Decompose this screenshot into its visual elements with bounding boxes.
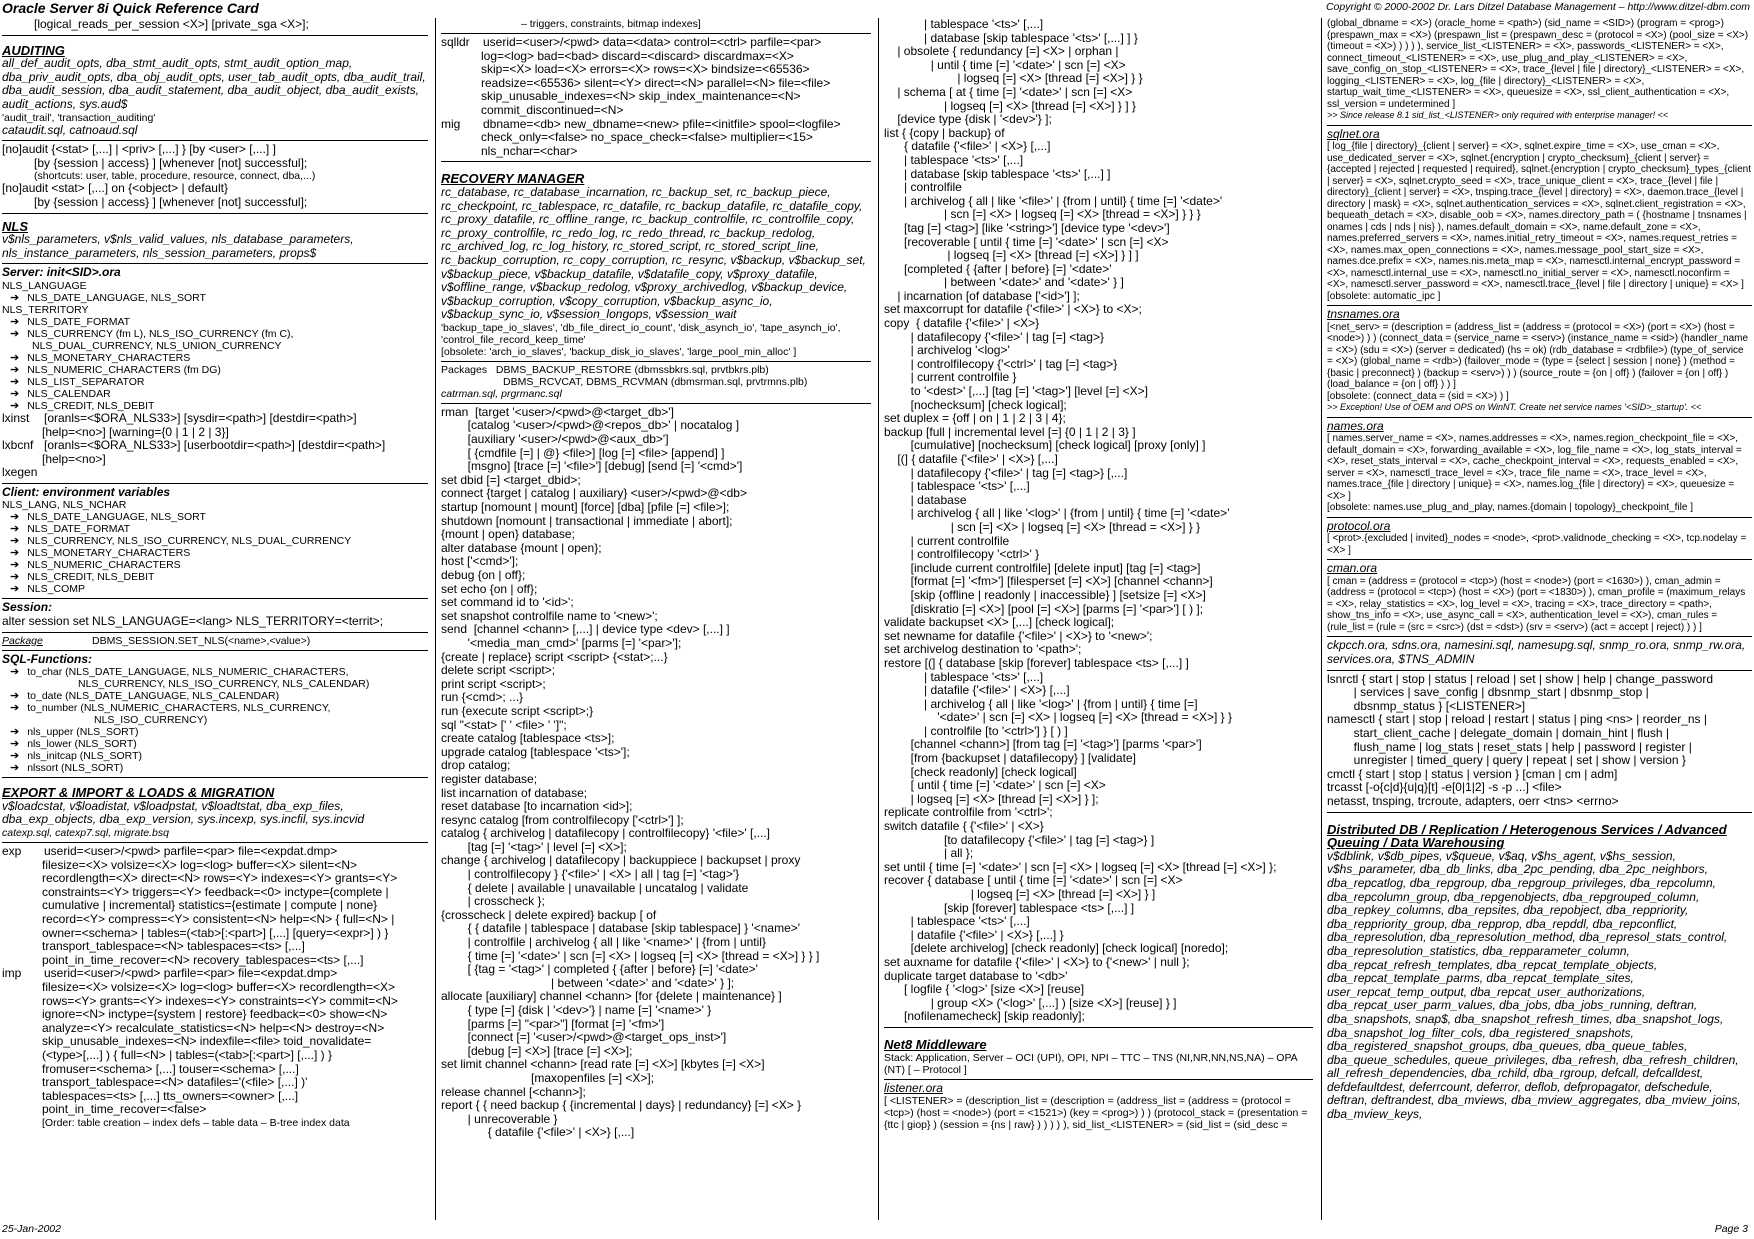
command-line: | logseq [=] <X> [thread [=] <X>] } ] ]	[884, 248, 1139, 263]
param-item: ➔ NLS_CALENDAR	[2, 388, 428, 400]
command-line: | between '<date>' and '<date>' } ]	[884, 275, 1124, 290]
command-text: [oranls=<$ORA_NLS33>] [userbootdir=<path>] [destdir=<path>]	[44, 438, 386, 453]
command-text: fromuser=<schema> [,...] touser=<schema> [,...]	[42, 1061, 299, 1076]
rman-commands	[441, 403, 871, 1140]
exp-imp-syntax: exp userid=<user>/<pwd> parfile=<par> file=<expdat.dmp> filesize=<X> volsize=<X> log=<log> buffer=<X> silent=<N> recordlength=<X> direct=<N> rows=<Y> indexes=<Y> grants=<Y> constraints=<Y> triggers=<Y> feedback=<0> inctype={complete | cumulative | incremental} statistics={estimate | compute | none} record=<Y> compress=<Y> consistent=<N> help=<N> { full=<N> | owner=<schema> | tables=(<tab>[:<part>] [,...] [query=<expr>] ) } transport_tablespace=<N> tablespaces=<ts> [,...] point_in_time_recover=<N> recovery_tablespaces=<ts> [,...] imp userid=<user>/<pwd> parfile=<par> file=<expdat.dmp> filesize=<X> volsize=<X> log=<log> buffer=<X> recordlength=<X> rows=<Y> grants=<Y> indexes=<Y> constraints=<Y> commit=<N> ignore=<N> inctype={system | restore} feedback=<0> show=<N> analyze=<Y> recalculate_statistics=<N> help=<N> destroy=<N> skip_unusable_indexes=<N> indexfile=<file> toid_novalidate= (<type>[,...] ) { full=<N> | tables=(<tab>[:<part>] [,...] ) } fromuser=<schema> [,...] touser=<schema> [,...] transport_tablespace=<N> datafiles='(<file> [,...] )' tablespaces=<ts> [,...] tts_owners=<owner> [,...] point_in_time_recover=<false> [Order: table creation – index defs – table data – B-tree index data	[2, 842, 428, 1129]
view-list: v$loadcstat, v$loadistat, v$loadpstat, v$loadtstat, dba_exp_files, dba_exp_objects, dba_exp_version, sys.incexp, sys.incfil, sys.incvid	[2, 798, 365, 827]
column-divider	[878, 18, 879, 1220]
command-line: [nochecksum] [check logical];	[884, 397, 1067, 412]
syntax-line: [no]audit {<stat> [,...] | <priv> [,...] } [by <user> [,...] ]	[2, 142, 276, 157]
command-line: [from {backupset | datafilecopy} ] [validate]	[884, 751, 1136, 766]
command-line: [delete archivelog] [check readonly] [check logical] [noredo];	[884, 941, 1229, 956]
section-title: AUDITING	[2, 42, 65, 58]
command-line: unregister | timed_query | query | repeat | set | show | version }	[1327, 753, 1686, 768]
auditing-section	[2, 35, 428, 138]
function-item: ➔ nls_initcap (NLS_SORT)	[2, 750, 428, 762]
command-line: [ until { time [=] '<date>' | scn [=] <X>	[884, 778, 1106, 793]
command-line: {mount | open} database;	[441, 527, 575, 542]
view-list: v$nls_parameters, v$nls_valid_values, nls_database_parameters, nls_instance_parameters, nls_session_parameters, props$	[2, 232, 354, 260]
command-line: flush_name | log_stats | reset_stats | help | password | register |	[1327, 739, 1692, 754]
section-title: NLS	[2, 218, 28, 234]
param-item: ➔ NLS_MONETARY_CHARACTERS	[2, 352, 428, 364]
command-line: | tablespace '<ts>' [,...]	[884, 914, 1030, 929]
command-line: | tablespace '<ts>' [,...]	[884, 152, 1024, 167]
command-line: [skip [forever] tablespace <ts> [,...] ]	[884, 900, 1135, 915]
param-name: NLS_LANGUAGE	[2, 279, 87, 292]
command-line: [tag [=] '<tag>' | level [=] <X>];	[441, 839, 627, 854]
command-line: [debug [=] <X>] [trace [=] <X>];	[441, 1043, 633, 1058]
file-title: tnsnames.ora	[1327, 307, 1400, 322]
command-line: [to datafilecopy {'<file>' | tag [=] <tag>} ]	[884, 832, 1155, 847]
syntax-line: [no]audit <stat> [,...] on {<object> | default}	[2, 181, 228, 196]
file-syntax: [ <LISTENER> = (description_list = (description = (address_list = (address = (protocol = <tcp>) (host = <node>) (port = <1521>) (key = <prog>) ) ) (protocol_stack = (presentation = {ttc | giop} ) (session = {ns | raw} ) ) ) ) ), sid_list_<LISTENER> = (sid_list = (sid_desc =	[884, 1095, 1308, 1132]
command-text: nls_nchar=<char>	[481, 143, 578, 158]
command-line: '<date>' | scn [=] <X> | logseq [=] <X> [thread = <X>] } }	[884, 710, 1233, 725]
command-line: cmctl { start | stop | status | version } [cman | cm | adm]	[1327, 766, 1618, 781]
function-item: ➔ nls_lower (NLS_SORT)	[2, 738, 428, 750]
command-line: list incarnation of database;	[441, 785, 588, 800]
command-line: release channel [<chann>];	[441, 1084, 586, 1099]
column-divider	[1321, 18, 1322, 1220]
command-line: debug {on | off};	[441, 568, 526, 582]
command-line: replicate controlfile from '<ctrl>';	[884, 805, 1053, 820]
command-text: constraints=<Y> triggers=<Y> feedback=<0> inctype={complete |	[42, 884, 389, 899]
command-text: point_in_time_recover=<N> recovery_tablespaces=<ts> [,...]	[42, 952, 364, 967]
file-title: cman.ora	[1327, 561, 1378, 576]
nls-package	[2, 632, 428, 647]
command-line: [parms [=] "<par>"] [format [=] '<fm>']	[441, 1016, 665, 1031]
nls-sql-functions	[2, 650, 428, 775]
command-line: | controlfilecopy {'<ctrl>' | tag [=] <tag>}	[884, 356, 1118, 371]
command-text: readsize=<65536> silent=<Y> direct=<N> parallel=<N> file=<file>	[481, 75, 831, 90]
command-line: { datafile {'<file>' | <X>} [,...]	[884, 139, 1051, 154]
command-line: | schema [ at { time [=] '<date>' | scn [=] <X>	[884, 84, 1133, 99]
command-line: [cumulative] [nochecksum] [check logical] [proxy [only] ]	[884, 438, 1206, 453]
page-number: Page 3	[1714, 1223, 1748, 1235]
command-line: validate backupset <X> [,...] [check logical];	[884, 615, 1115, 630]
command-line: | obsolete { redundancy [=] <X> | orphan |	[884, 44, 1119, 59]
command-line: catalog { archivelog | datafilecopy | controlfilecopy} '<file>' [,...]	[441, 826, 771, 841]
command-line: run {<cmd>; ...}	[441, 690, 524, 705]
command-line: | datafile {'<file>' | <X>} [,...] }	[884, 927, 1064, 942]
param-item: ➔ NLS_DATE_FORMAT	[2, 316, 428, 328]
net8-section	[884, 1027, 1313, 1076]
command-line: [ {cmdfile [=] | @} <file>] [log [=] <file> [append] ]	[441, 445, 725, 460]
command-text: log=<log> bad=<bad> discard=<discard> discardmax=<X>	[481, 48, 794, 63]
view-list: all_def_audit_opts, dba_stmt_audit_opts, stmt_audit_option_map, dba_priv_audit_opts, dba_obj_audit_opts, user_tab_audit_opts, dba_audit_trail, dba_audit_session, dba_audit_statement, dba_audit_object, dba_audit_exists, audit_actions, sys.aud$	[2, 56, 426, 111]
command-text: [help=<no>]	[42, 451, 106, 466]
command-line: | logseq [=] <X> [thread [=] <X>] } }	[884, 71, 1143, 86]
command-line: { { datafile | tablespace | database [skip tablespace] } '<name>'	[441, 921, 801, 936]
command-line: | logseq [=] <X> [thread [=] <X>] } ];	[884, 791, 1099, 806]
command-line: start_client_cache | delegate_domain | domain_hint | flush |	[1327, 726, 1669, 741]
note: >> Exception! Use of OEM and OPS on WinNT. Create net service names '<SID>_startup'. <<	[1327, 402, 1702, 413]
file-syntax: [ <prot>.{excluded | invited}_nodes = <node>, <prot>.validnode_checking = <X>, tcp.nodelay = <X> ]	[1327, 533, 1747, 556]
file-title: sqlnet.ora	[1327, 126, 1380, 141]
command-text: (<type>[,...] ) { full=<N> | tables=(<tab>[:<part>] [,...] ) }	[42, 1047, 332, 1062]
command-line: print script <script>;	[441, 676, 546, 691]
package-value: DBMS_SESSION.SET_NLS(<name>,<value>)	[92, 634, 311, 647]
package-line: DBMS_RCVCAT, DBMS_RCVMAN (dbmsrman.sql, prvtrmns.plb)	[503, 375, 808, 388]
command-line: send [channel <chann> [,...] | device type <dev> [,...] ]	[441, 622, 730, 637]
nls-client	[2, 483, 428, 596]
command-line: change { archivelog | datafilecopy | backuppiece | backupset | proxy	[441, 853, 801, 868]
param-item: ➔ NLS_DATE_FORMAT	[2, 523, 428, 535]
command-line: netasst, tnsping, trcroute, adapters, oerr <tns> <errno>	[1327, 794, 1619, 808]
export-section	[2, 777, 428, 839]
listener-section	[884, 1079, 1313, 1132]
cman-section	[1327, 559, 1752, 633]
command-text: cumulative | incremental} statistics={estimate | compute | none}	[42, 898, 378, 913]
command-text: owner=<schema> | tables=(<tab>[:<part>] [,...] [query=<expr>] ) }	[42, 925, 389, 940]
column-4	[1327, 18, 1752, 1220]
note: >> Since release 8.1 sid_list_<LISTENER> only required with enterprise manager! <<	[1327, 110, 1669, 120]
column-1	[2, 18, 428, 1220]
command-line: [maxopenfiles [=] <X>];	[441, 1070, 655, 1085]
command-line: namesctl { start | stop | reload | restart | status | ping <ns> | reorder_ns |	[1327, 712, 1707, 727]
file-syntax: [ names.server_name = <X>, names.addresses = <X>, names.region_checkpoint_file = <X>, default_domain = <X>, forwarding_available = <X>, log_file_name = <X>, log_stats_interval = <X>, reset_stats_interval = <X>, cache_checkpoint_interval = <X>, requests_enabled = <X>, server = <X>, namesctl_trace_level = <X>, trace_file_name = <X>, trace_level = <X>, names.trace_{file | directory | unique} = <X>, names.log_{file | directory} = <X>, queuesize = <X> ]	[1327, 433, 1742, 502]
command-line: run {execute script <script>;}	[441, 703, 594, 718]
command-line: | database	[884, 492, 967, 507]
obsolete-list: [obsolete: (connect_data = (sid = <X>) ) ]	[1327, 390, 1509, 402]
command-line: set duplex = {off | on | 1 | 2 | 3 | 4};	[884, 411, 1066, 426]
param-list: 'backup_tape_io_slaves', 'db_file_direct_io_count', 'disk_asynch_io', 'tape_asynch_io', 'control_file_record_keep_time'	[441, 321, 841, 346]
command-line: [diskratio [=] <X>] [pool [=] <X>] [parms [=] '<par>'] [ ) ];	[884, 601, 1204, 616]
command-line: connect {target | catalog | auxiliary} <user>/<pwd>@<db>	[441, 486, 747, 501]
command-text: userid=<user>/<pwd> parfile=<par> file=<expdat.dmp>	[44, 966, 338, 981]
command-line: reset database [to incarnation <id>];	[441, 799, 633, 814]
command-text: transport_tablespace=<N> tablespaces=<ts> [,...]	[42, 939, 305, 954]
syntax-line: [by {session | access} ] [whenever [not] successful];	[34, 155, 308, 170]
section-title: EXPORT & IMPORT & LOADS & MIGRATION	[2, 785, 275, 801]
command-line: [catalog '<user>/<pwd>@<repos_db>' | nocatalog ]	[441, 418, 740, 433]
command-line: | services | save_config | dbsnmp_start | dbsnmp_stop |	[1327, 685, 1649, 700]
subsection-title: Server: init<SID>.ora	[2, 265, 121, 280]
command-text: [help=<no>] [warning={0 | 1 | 2 | 3}]	[42, 424, 229, 439]
command-line: | logseq [=] <X> [thread [=] <X>] } ] }	[884, 98, 1136, 113]
command-line: [msgno] [trace [=] '<file>'] [debug] [send [=] '<cmd>']	[441, 459, 743, 474]
command-line: | controlfile	[884, 180, 962, 195]
command-line: [completed { {after | before} [=] '<date>'	[884, 261, 1112, 276]
command-line: | current controlfile	[884, 533, 1010, 548]
obsolete-list: [obsolete: names.use_plug_and_play, names.{domain | topology}_checkpoint_file ]	[1327, 502, 1693, 514]
command-line: | tablespace '<ts>' [,...]	[884, 18, 1044, 31]
command-line: [channel <chann>] [from tag [=] '<tag>'] [parms '<par>']	[884, 737, 1202, 752]
param-item: ➔ NLS_DATE_LANGUAGE, NLS_SORT	[2, 511, 428, 523]
command-line: | tablespace '<ts>' [,...]	[884, 669, 1044, 684]
command-line: [nofilenamecheck] [skip readonly];	[884, 1009, 1085, 1024]
command-line: resync catalog [from controlfilecopy ['<ctrl>'] ];	[441, 812, 684, 827]
command-line: | database [skip tablespace '<ts>' [,...] ]	[884, 166, 1111, 181]
file-syntax: (global_dbname = <X>) (oracle_home = <path>) (sid_name = <SID>) (program = <prog>) (prespawn_max = <X>) (prespawn_list = (prespawn_desc = (protocol = <X>) (pool_size = <X>) (timeout = <X>) ) ) ) ), service_list_<LISTENER> = <X>, passwords_<LISTENER> = <X>, connect_timeout_<LISTENER> = <X>, use_plug_and_play_<LISTENER> = <X>, save_config_on_stop_<LISTENER> = <X>, trace_{level | file | directory}_<LISTENER> = <X>, logging_<LISTENER> = <X>, log_{file | directory}_<LISTENER> = <X>, startup_wait_time_<LISTENER> = <X>, queuesize = <X>, ssl_client_authentication = <X>, ssl_version = undetermined ]	[1327, 18, 1749, 110]
protocol-section	[1327, 517, 1752, 557]
param-item: ➔ NLS_NUMERIC_CHARACTERS (fm DG)	[2, 364, 428, 376]
function-item: ➔ to_char (NLS_DATE_LANGUAGE, NLS_NUMERIC_CHARACTERS,	[2, 666, 428, 678]
command-line: set archivelog destination to '<path>';	[884, 642, 1082, 657]
script-list: catexp.sql, catexp7.sql, migrate.bsq	[2, 827, 169, 840]
file-syntax: [ cman = (address = (protocol = <tcp>) (host = <node>) (port = <1630>) ), cman_admin = (address = (protocol = <tcp>) (host = <X>) (port = <1830>) ), cman_profile = (maximum_relays = <X>, relay_statistics = <X>, log_level = <X>, tracing = <X>, trace_directory = <path>, show_tns_info = <X>, use_async_call = <X>, authentication_level = <X>), cman_rules = (rule_list = (rule = (src = <src>) (dst = <dst>) (srv = <serv>) (act = accept | reject) ) ) ]	[1327, 575, 1746, 633]
subsection-title: SQL-Functions:	[2, 651, 92, 666]
command-line: | unrecoverable }	[441, 1111, 558, 1126]
param-item: ➔ NLS_CREDIT, NLS_DEBIT	[2, 571, 428, 583]
net-commands	[1327, 670, 1752, 809]
command-line: report { { need backup { {incremental | days} | redundancy} [=] <X> }	[441, 1098, 802, 1113]
param-list: 'audit_trail', 'transaction_auditing'	[2, 111, 156, 124]
command-line: [format [=] '<fm>'] [filesperset [=] <X>] [channel <chann>]	[884, 574, 1213, 589]
command-line: | datafilecopy {'<file>' | tag [=] <tag>}	[884, 329, 1104, 344]
command-line: backup [full | incremental level [=] {0 | 1 | 2 | 3} ]	[884, 424, 1136, 439]
command-line: list { {copy | backup} of	[884, 125, 1005, 140]
command-line: | between '<date>' and '<date>' } ];	[441, 975, 735, 990]
command-line: alter database {mount | open};	[441, 540, 602, 555]
command-line: | group <X> ('<log>' [,...] ) [size <X>] [reuse] } ]	[884, 995, 1177, 1010]
command-line: | crosscheck };	[441, 894, 545, 909]
command-text: filesize=<X> volsize=<X> log=<log> buffer=<X> silent=<N>	[42, 857, 357, 872]
command-line: | scn [=] <X> | logseq [=] <X> [thread = <X>] } } }	[884, 207, 1201, 222]
function-item: NLS_ISO_CURRENCY)	[94, 714, 208, 727]
section-title: RECOVERY MANAGER	[441, 171, 585, 187]
command-line: set maxcorrupt for datafile {'<file>' | <X>} to <X>;	[884, 302, 1142, 317]
section-title: Net8 Middleware	[884, 1036, 987, 1052]
param-item: ➔ NLS_COMP	[2, 583, 428, 595]
command-text: commit_discontinued=<N>	[481, 102, 624, 117]
function-item: NLS_CURRENCY, NLS_ISO_CURRENCY, NLS_CALENDAR)	[78, 678, 370, 691]
command-text: point_in_time_recover=<false>	[42, 1102, 207, 1117]
rman-section	[441, 161, 871, 358]
command-text: userid=<user>/<pwd> parfile=<par> file=<expdat.dmp>	[44, 844, 338, 859]
param-name: NLS_TERRITORY	[2, 303, 89, 316]
command-line: | controlfile [to '<ctrl>'] } [ ) ]	[884, 723, 1068, 738]
command-line: [ {tag = '<tag>' | completed { {after | before} [=] '<date>'	[441, 962, 758, 977]
command-line: rman [target '<user>/<pwd>@<target_db>']	[441, 404, 674, 419]
command-line: | archivelog '<log>'	[884, 343, 1010, 358]
command-line: '<media_man_cmd>' [parms [=] '<par>'];	[441, 635, 682, 650]
command-line: startup [nomount | mount] [force] [dba] [pfile [=] <file>];	[441, 500, 730, 515]
rman-packages	[441, 361, 871, 400]
param-item: ➔ NLS_MONETARY_CHARACTERS	[2, 547, 428, 559]
command-line: copy { datafile {'<file>' | <X>}	[884, 316, 1040, 331]
command-text: skip_unusable_indexes=<N> indexfile=<file> toid_novalidate=	[42, 1034, 372, 1049]
command-line: | archivelog { all | like '<log>' | {from | until} { time [=]	[884, 696, 1198, 711]
command-line: {crosscheck | delete expired} backup [ of	[441, 907, 657, 922]
command-line: { type [=] {disk | '<dev>'} | name [=] '<name>' }	[441, 1003, 712, 1017]
sqlnet-section	[1327, 125, 1752, 303]
command-line: { time [=] '<date>' | scn [=] <X> | logseq [=] <X> [thread = <X>] } } ]	[441, 948, 820, 963]
syntax-line: [by {session | access} ] [whenever [not] successful];	[34, 194, 308, 209]
file-title: listener.ora	[884, 1080, 943, 1095]
param-item: ➔ NLS_CREDIT, NLS_DEBIT	[2, 400, 428, 412]
command-line: recover { database [ until { time [=] '<date>' | scn [=] <X>	[884, 873, 1183, 888]
command-line: register database;	[441, 771, 538, 786]
obsolete-list: [obsolete: automatic_ipc ]	[1327, 290, 1441, 302]
param-name: NLS_LANG, NLS_NCHAR	[2, 499, 127, 512]
command-line: [ logfile { '<log>' [size <X>] [reuse]	[884, 982, 1085, 997]
command-text: ignore=<N> inctype={system | restore} feedback=<0> show=<N>	[42, 1007, 388, 1022]
nls-server	[2, 263, 428, 480]
command-text: userid=<user>/<pwd> data=<data> control=<ctrl> parfile=<par>	[483, 35, 822, 49]
column-3	[884, 18, 1313, 1220]
command-line: set auxname for datafile {'<file>' | <X>} to {'<new>' | null };	[884, 954, 1190, 969]
text-line: [logical_reads_per_session <X>] [private_sga <X>];	[34, 18, 309, 31]
sqlldr-mig: sqlldr userid=<user>/<pwd> data=<data> control=<ctrl> parfile=<par> log=<log> bad=<bad> discard=<discard> discardmax=<X> skip=<X> load=<X> errors=<X> rows=<X> bindsize=<65536> readsize=<65536> silent=<Y> direct=<N> parallel=<N> file=<file> skip_unusable_indexes=<N> skip_index_maintenance=<N> commit_discontinued=<N> mig dbname=<db> new_dbname=<new> pfile=<initfile> spool=<logfile> check_only=<false> no_space_check=<false> multiplier=<15> nls_nchar=<char>	[441, 33, 871, 158]
command-line: | archivelog { all | like '<file>' | {from | until} { time [=] '<date>'	[884, 193, 1223, 208]
command-line: [include current controlfile] [delete input] [tag [=] <tag>]	[884, 560, 1201, 575]
command-line: | database [skip tablespace '<ts>' [,...] ] }	[884, 30, 1138, 45]
text-line: – triggers, constraints, bitmap indexes]	[521, 18, 701, 30]
column-divider	[435, 18, 436, 1220]
command-text: skip_unusable_indexes=<N> skip_index_maintenance=<N>	[481, 89, 801, 104]
command-line: trcasst [-o{c|d}{u|q}[t] -e[0|1|2] -s -p ...] <file>	[1327, 780, 1562, 795]
command-text: record=<Y> compress=<Y> consistent=<N> help=<N> { full=<N> |	[42, 912, 395, 926]
command-text: alter session set NLS_LANGUAGE=<lang> NLS_TERRITORY=<territ>;	[2, 614, 384, 629]
script-list: catrman.sql, prgrmanc.sql	[441, 387, 562, 400]
command-line: drop catalog;	[441, 758, 511, 773]
page-footer	[0, 1223, 1754, 1237]
command-text: filesize=<X> volsize=<X> log=<log> buffer=<X> recordlength=<X>	[42, 979, 396, 994]
command-line: set until { time [=] '<date>' | scn [=] <X> | logseq [=] <X> [thread [=] <X>] };	[884, 859, 1277, 874]
command-text: rows=<Y> grants=<Y> indexes=<Y> constraints=<Y> commit=<N>	[42, 993, 398, 1008]
subsection-title: Client: environment variables	[2, 484, 171, 499]
command-line: create catalog [tablespace <ts>];	[441, 731, 615, 746]
command-text: lxegen	[2, 465, 38, 480]
file-syntax: [<net_serv> = (description = (address_list = (address = (protocol = <X>) (port = <X>) (host = <node>) ) ) (connect_data = (service_name = <serv>) (instance_name = <sid>) (handler_name = <X>) (sdu = <X>) (server = dedicated) (hs = ok) (rdb_database = <rdbfile>) (type_of_service = <X>) (global_name = <rdb>) (failover_mode = (type = {select | session | none} ) (method = {basic | preconnect} ) (backup = <serv>) ) ) (source_route = {on | off} ) (failover = {on | off} ) (load_balance = {on | off} ) ) ]	[1327, 321, 1749, 391]
command-line: | controlfilecopy } {'<file>' | <X> | all | tag [=] '<tag>'}	[441, 867, 740, 882]
command-row: lxbcnf [oranls=<$ORA_NLS33>] [userbootdir=<path>] [destdir=<path>]	[2, 439, 428, 453]
command-line: | tablespace '<ts>' [,...]	[884, 479, 1030, 494]
command-row: lxinst [oranls=<$ORA_NLS33>] [sysdir=<path>] [destdir=<path>]	[2, 412, 428, 426]
file-syntax: [ log_{file | directory}_{client | server} = <X>, sqlnet.expire_time = <X>, use_cman = <X>, use_dedicated_server = <X>, sqlnet.{encryption | crypto_checksum}_{client | server} = {accepted | rejected | requested | required}, sqlnet.{encryption | crypto_checksum}_types_{client | server} = <X>, sqlnet.crypto_seed = <X>, trace_unique_client = <X>, trace_{level | file | directory}_{client | server} = <X>, tnsping.trace_{level | directory} = <X>, daemon.trace_{level | directory | mask} = <X>, sqlnet.authentication_services = <X>, sqlnet.client_registration = <X>, bequeath_detach = <X>, disable_oob = <X>, names.directory_path = ( {hostname | tnsnames | onames | cds | nds | nis} ), names.default_domain = <X>, name.default_zone = <X>, names.preferred_servers = <X>, names.initial_retry_timeout = <X>, names.request_retries = <X>, names.max_open_connections = <X>, names.message_pool_start_size = <X>, names.dce.prefix = <X>, names.nis.meta_map = <X>, namesctl.internal_encrypt_password = <X>, namesctl.internal_use = <X>, namesctl.no_initial_server = <X>, namesctl.noconfirm = <X>, namesctl.server_password = <X>, namesctl.trace_{level | file | directory | unique} = <X> ]	[1327, 141, 1751, 291]
command-line: [check readonly] [check logical]	[884, 764, 1077, 779]
command-line: [device type {disk | '<dev>'} ];	[884, 112, 1052, 127]
stack-text: Stack: Application, Server – OCI (UPI), OPI, NPI – TTC – TNS (NI,NR,NN,NS,NA) – OPA (NT) [ – Protocol ]	[884, 1051, 1298, 1076]
command-line: | current controlfile }	[884, 370, 1017, 385]
param-item: ➔ NLS_NUMERIC_CHARACTERS	[2, 559, 428, 571]
command-line: restore [(] { database [skip [forever] tablespace <ts> [,...] ]	[884, 655, 1189, 670]
command-line: | logseq [=] <X> [thread [=] <X>] } ]	[884, 887, 1156, 901]
command-line: to '<dest>' [,...] [tag [=] '<tag>'] [level [=] <X>]	[884, 384, 1148, 399]
command-line: [connect [=] '<user>/<pwd>@<target_ops_inst>']	[441, 1030, 727, 1045]
page-header	[0, 0, 1754, 16]
command-line: sql "<stat> [' ' <file> ' ']";	[441, 717, 567, 732]
command-line: | incarnation [of database ['<id>'] ];	[884, 288, 1080, 303]
command-line: | controlfilecopy '<ctrl>' }	[884, 547, 1040, 562]
command-line: | until { time [=] '<date>' | scn [=] <X>	[884, 57, 1126, 72]
footer-date: 25-Jan-2002	[2, 1223, 61, 1235]
command-line: | all };	[884, 846, 974, 861]
command-line: set snapshot controlfile name to '<new>';	[441, 608, 658, 623]
param-item: ➔ NLS_LIST_SEPARATOR	[2, 376, 428, 388]
distributed-section	[1327, 812, 1752, 1122]
file-list: ckpcch.ora, sdns.ora, namesini.sql, namesupg.sql, snmp_ro.ora, snmp_rw.ora, services.ora, $TNS_ADMIN	[1327, 638, 1746, 667]
command-line: [skip {offline | readonly | inaccessible} ] [setsize [=] <X>]	[884, 587, 1206, 602]
command-line: allocate [auxiliary] channel <chann> [for {delete | maintenance} ]	[441, 989, 782, 1004]
param-item: ➔ NLS_DATE_LANGUAGE, NLS_SORT	[2, 292, 428, 304]
command-line: set dbid [=] <target_dbid>;	[441, 472, 581, 487]
command-line: set limit channel <chann> [read rate [=] <X>] [kbytes [=] <X>]	[441, 1057, 765, 1072]
command-line: | controlfile | archivelog { all | like '<name>' | {from | until}	[441, 935, 766, 950]
command-line: { datafile {'<file>' | <X>} [,...]	[441, 1125, 635, 1140]
command-line: delete script <script>;	[441, 663, 556, 678]
command-line: dbsnmp_status } [<LISTENER>]	[1327, 698, 1526, 713]
function-item: ➔ nlssort (NLS_SORT)	[2, 762, 428, 774]
obsolete-list: [obsolete: 'arch_io_slaves', 'backup_disk_io_slaves', 'large_pool_min_alloc' ]	[441, 345, 797, 358]
command-text: analyze=<Y> recalculate_statistics=<N> help=<N> destroy=<N>	[42, 1020, 385, 1035]
label: Package	[2, 634, 43, 647]
file-title: protocol.ora	[1327, 518, 1391, 533]
view-list: v$dblink, v$db_pipes, v$queue, v$aq, v$hs_agent, v$hs_session, v$hs_parameter, dba_db_links, dba_2pc_pending, dba_2pc_neighbors, dba_repcatlog, dba_repgroup, dba_repgroup_privileges, dba_repcolumn, dba_repcolumn_group, dba_repgenobjects, dba_repgrouped_column, dba_repkey_columns, dba_repsites, dba_repobject, dba_reppriority, dba_reppriority_group, dba_repprop, dba_repddl, dba_repconflict, dba_represolution, dba_represolution_method, dba_represol_stats_control, dba_represolution_statistics, dba_repparameter_column, dba_repcat_refresh_templates, dba_repcat_template_objects, dba_repcat_template_parms, dba_repcat_template_sites, user_repcat_temp_output, dba_repcat_user_authorizations, dba_repcat_user_parm_values, dba_jobs, dba_jobs_running, deftran, dba_snapshots, snap$, dba_snapshot_refresh_times, dba_snapshot_logs, dba_snapshot_log_filter_cols, dba_registered_snapshots, dba_registered_snapshot_groups, dba_queues, dba_queue_tables, dba_queue_schedules, queue_privileges, dba_refresh, dba_refresh_children, all_refresh_dependencies, dba_rchild, dba_rgroup, defcall, defcalldest, defdefaultdest, deferrcount, deferror, deflob, defpropagator, defschedule, deftran, deftrandest, dba_mviews, dba_mview_aggregates, dba_mview_joins, dba_mview_keys,	[1327, 848, 1741, 1122]
column-2	[441, 18, 871, 1220]
command-line: | scn [=] <X> | logseq [=] <X> [thread = <X>] } }	[884, 519, 1201, 534]
function-item: ➔ to_number (NLS_NUMERIC_CHARACTERS, NLS_CURRENCY,	[2, 702, 428, 714]
command-line: | datafilecopy {'<file>' | tag [=] <tag>} [,...]	[884, 465, 1128, 480]
command-line: [(] { datafile {'<file>' | <X>} [,...]	[884, 452, 1058, 466]
command-line: set echo {on | off};	[441, 581, 538, 596]
command-line: [auxiliary '<user>/<pwd>@<aux_db>']	[441, 432, 669, 447]
names-section	[1327, 417, 1752, 514]
function-item: ➔ to_date (NLS_DATE_LANGUAGE, NLS_CALENDAR)	[2, 690, 428, 702]
nls-session	[2, 598, 428, 628]
net-files	[1327, 636, 1752, 666]
section-title: Distributed DB / Replication / Heterogenous Services / Advanced Queuing / Data Warehousing	[1327, 821, 1727, 851]
command-line: host ['<cmd>'];	[441, 554, 519, 569]
command-line: set newname for datafile {'<file>' | <X>} to '<new>';	[884, 628, 1153, 643]
tnsnames-section	[1327, 305, 1752, 414]
file-title: names.ora	[1327, 418, 1384, 433]
command-text: dbname=<db> new_dbname=<new> pfile=<initfile> spool=<logfile>	[483, 116, 841, 131]
command-line: upgrade catalog [tablespace '<ts>'];	[441, 744, 630, 759]
command-line: shutdown [nomount | transactional | immediate | abort];	[441, 513, 733, 528]
command-line: set command id to '<id>';	[441, 595, 574, 610]
command-line: [tag [=] <tag>] [like '<string>'] [device type '<dev>']	[884, 220, 1170, 235]
param-item: ➔ NLS_CURRENCY, NLS_ISO_CURRENCY, NLS_DUAL_CURRENCY	[2, 535, 428, 547]
command-text: [oranls=<$ORA_NLS33>] [sysdir=<path>] [destdir=<path>]	[44, 410, 357, 425]
command-text: recordlength=<X> direct=<N> rows=<Y> indexes=<Y> grants=<Y>	[42, 871, 398, 886]
param-item: ➔ NLS_CURRENCY (fm L), NLS_ISO_CURRENCY (fm C),	[2, 328, 428, 340]
command-line: switch datafile { {'<file>' | <X>}	[884, 819, 1044, 834]
command-line: [recoverable [ until { time [=] '<date>' | scn [=] <X>	[884, 234, 1169, 249]
command-text: skip=<X> load=<X> errors=<X> rows=<X> bindsize=<65536>	[481, 62, 810, 77]
command-text: check_only=<false> no_space_check=<false> multiplier=<15>	[481, 130, 813, 145]
command-line: | datafile {'<file>' | <X>} [,...]	[884, 683, 1070, 698]
view-list: rc_database, rc_database_incarnation, rc_backup_set, rc_backup_piece, rc_checkpoint, rc_tablespace, rc_datafile, rc_backup_datafile, rc_datafile_copy, rc_proxy_datafile, rc_offline_range, rc_backup_controlfile, rc_controlfile_copy, rc_proxy_controlfile, rc_redo_log, rc_redo_thread, rc_backup_redolog, rc_archived_log, rc_log_history, rc_stored_script, rc_stored_script_line, rc_backup_corruption, rc_copy_corruption, rc_resync, v$backup, v$backup_set, v$backup_piece, v$backup_datafile, v$datafile_copy, v$proxy_datafile, v$offline_range, v$backup_redolog, v$proxy_archivedlog, v$backup_device, v$backup_corruption, v$copy_corruption, v$backup_async_io, v$backup_sync_io, v$session_longops, v$session_wait	[441, 184, 866, 322]
subsection-title: Session:	[2, 600, 53, 615]
command-note: [Order: table creation – index defs – table data – B-tree index data	[42, 1116, 350, 1129]
command-line: { delete | available | unavailable | uncatalog | validate	[441, 880, 749, 895]
command-text: tablespaces=<ts> [,...] tts_owners=<owner> [,...]	[42, 1088, 299, 1103]
nls-section	[2, 213, 428, 261]
audit-syntax	[2, 140, 428, 209]
script-list: cataudit.sql, catnoaud.sql	[2, 122, 138, 137]
param-item: NLS_DUAL_CURRENCY, NLS_UNION_CURRENCY	[32, 339, 282, 352]
command-line: | archivelog { all | like '<log>' | {from | until} { time [=] '<date>'	[884, 506, 1230, 521]
command-text: transport_tablespace=<N> datafiles='(<file> [,...] )'	[42, 1075, 308, 1090]
card-title: Oracle Server 8i Quick Reference Card	[2, 0, 259, 16]
syntax-note: (shortcuts: user, table, procedure, resource, connect, dba,...)	[34, 170, 316, 183]
command-line: {create | replace} script <script> {<stat>;...}	[441, 649, 668, 664]
function-item: ➔ nls_upper (NLS_SORT)	[2, 726, 428, 738]
copyright: Copyright © 2000-2002 Dr. Lars Ditzel Database Management – http://www.ditzel-dbm.com	[1325, 1, 1750, 13]
command-line: duplicate target database to '<db>'	[884, 968, 1068, 983]
rman-commands-cont	[884, 18, 1313, 1024]
package-line: Packages DBMS_BACKUP_RESTORE (dbmssbkrs.sql, prvtbkrs.plb)	[441, 363, 769, 376]
command-line: lsnrctl { start | stop | status | reload | set | show | help | change_password	[1327, 671, 1714, 686]
